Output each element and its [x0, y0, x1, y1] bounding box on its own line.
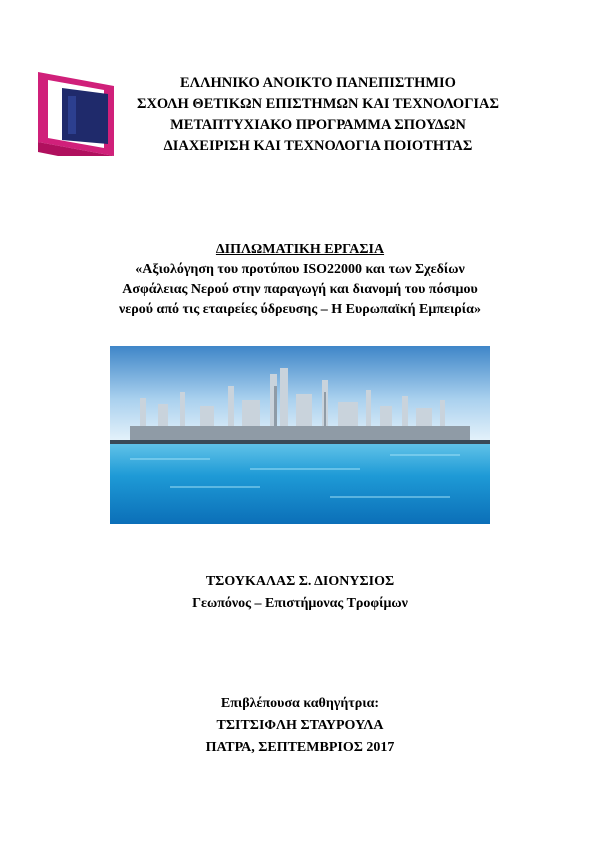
institution-header	[118, 73, 518, 157]
supervisor-block	[60, 693, 540, 759]
institution-line: ΔΙΑΧΕΙΡΙΣΗ ΚΑΙ ΤΕΧΝΟΛΟΓΙΑ ΠΟΙΟΤΗΤΑΣ	[163, 138, 473, 154]
institution-line: ΜΕΤΑΠΤΥΧΙΑΚΟ ΠΡΟΓΡΑΜΜΑ ΣΠΟΥΔΩΝ	[170, 117, 466, 133]
cover-photo	[110, 346, 490, 524]
thesis-title-line: «Αξιολόγηση του προτύπου ISO22000 και των Σχεδίων	[135, 262, 465, 277]
institution-line: ΣΧΟΛΗ ΘΕΤΙΚΩΝ ΕΠΙΣΤΗΜΩΝ ΚΑΙ ΤΕΧΝΟΛΟΓΙΑΣ	[136, 96, 500, 112]
institution-line: ΕΛΛΗΝΙΚΟ ΑΝΟΙΚΤΟ ΠΑΝΕΠΙΣΤΗΜΙΟ	[180, 75, 456, 91]
supervisor-name: ΤΣΙΤΣΙΦΛΗ ΣΤΑΥΡΟΥΛΑ	[216, 718, 384, 733]
thesis-title-line: νερού από τις εταιρείες ύδρευσης – Η Ευρωπαϊκή Εμπειρία»	[119, 302, 481, 317]
supervisor-label: Επιβλέπουσα καθηγήτρια:	[220, 696, 380, 711]
place-date: ΠΑΤΡΑ, ΣΕΠΤΕΜΒΡΙΟΣ 2017	[205, 740, 395, 755]
thesis-title-line: Ασφάλειας Νερού στην παραγωγή και διανομή του πόσιμου	[122, 282, 478, 297]
university-logo-icon	[38, 72, 114, 156]
author-profession: Γεωπόνος – Επιστήμονας Τροφίμων	[192, 596, 408, 611]
author-name: ΤΣΟΥΚΑΛΑΣ Σ. ΔΙΟΝΥΣΙΟΣ	[205, 574, 395, 589]
author-block	[60, 571, 540, 615]
thesis-heading: ΔΙΠΛΩΜΑΤΙΚΗ ΕΡΓΑΣΙΑ	[215, 242, 385, 257]
thesis-block	[60, 240, 540, 320]
